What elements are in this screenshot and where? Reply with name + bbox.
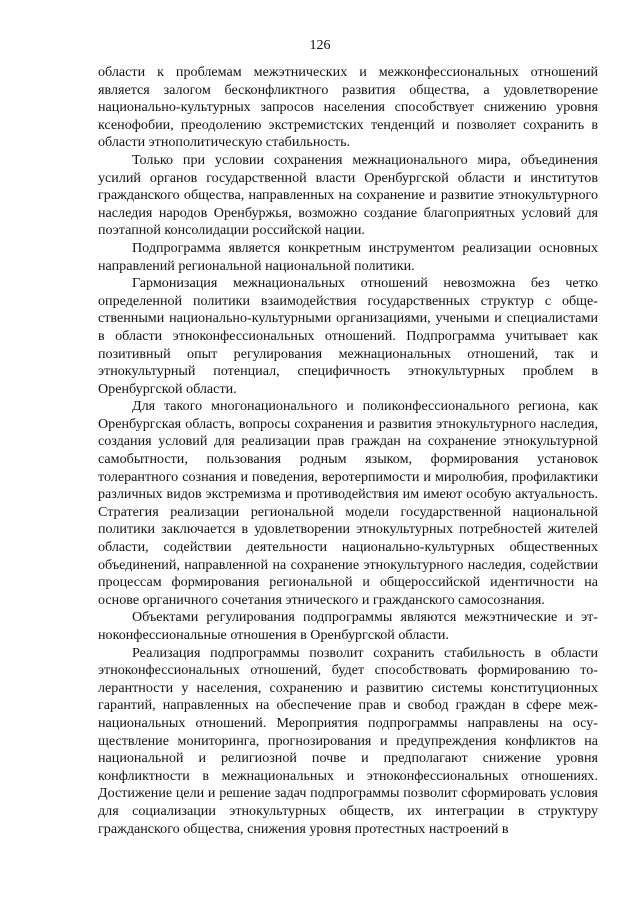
page-number: 126 — [309, 38, 331, 53]
paragraph-regulation-objects: Объектами регулирования подпрограммы являются межэтнические и этноконфессиональные отношения в Оренбургской области. — [98, 609, 598, 643]
paragraph-implementation: Реализация подпрограммы позволит сохранить стабильность в области этноконфессиональных отношений, будет способствовать формированию толерантности у населения, сохранению и развитию системы конституционных гарантий, направленных на обеспечение прав и свобод граждан в сфере межнациональных отношений. Мероприятия подпрограммы направлены на осуществление мониторинга, прогнозирования и предупреждения конфликтов на национальной и религиозной почве и предполагают снижение уровня конфликтности в межнациональных и этноконфессиональных отношениях. Достижение цели и решение задач подпрограммы позволит сформировать условия для социализации этнокультурных обществ, их интеграции в структуру гражданского общества, снижения уровня протестных настроений в — [98, 644, 598, 837]
paragraph-multinational-region: Для такого многонационального и поликонфессионального региона, как Оренбургская область, вопросы сохранения и развития этнокультурного наследия, создания условий для реализации прав граждан на сохранение этнокультурной самобытности, пользования родным языком, формирования установок толерантного сознания и поведения, веротерпимости и миролюбия, профилактики различных видов экстремизма и противодействия им имеют особую актуальность. Стратегия реализации региональной модели государственной национальной политики заключается в удовлетворении этнокультурных потребностей жителей области, содействии деятельности национально-культурных общественных объединений, направленной на сохранение этнокультурного наследия, содействии процессам формирования региональной и общероссийской идентичности на основе органичного сочетания этнического и гражданского самосознания. — [98, 398, 598, 608]
body-text — [98, 64, 598, 838]
paragraph-continuation: области к проблемам межэтнических и межконфессиональных отношений является залогом бесконфликтного развития общества, а удовлетворение национально-культурных запросов населения способствует снижению уровня ксенофобии, преодолению экстремистских тенденций и позволяет сохранить в области этнополитическую стабильность. — [98, 64, 598, 151]
paragraph-peace-condition: Только при условии сохранения межнационального мира, объединения усилий органов государственной власти Оренбургской области и институтов гражданского общества, направленных на сохранение и развитие этнокультурного наследия народов Оренбуржья, возможно создание благоприятных условий для поэтапной консолидации российской нации. — [98, 151, 598, 239]
paragraph-subprogram-instrument: Подпрограмма является конкретным инструментом реализации основных направлений региональной национальной политики. — [98, 239, 598, 274]
paragraph-harmonization: Гармонизация межнациональных отношений невозможна без четко определенной политики взаимодействия государственных структур с общественными национально-культурными организациями, учеными и специалистами в области этноконфессиональных отношений. Подпрограмма учитывает как позитивный опыт регулирования межнациональных отношений, так и этнокультурный потенциал, специфичность этнокультурных проблем в Оренбургской области. — [98, 275, 598, 397]
